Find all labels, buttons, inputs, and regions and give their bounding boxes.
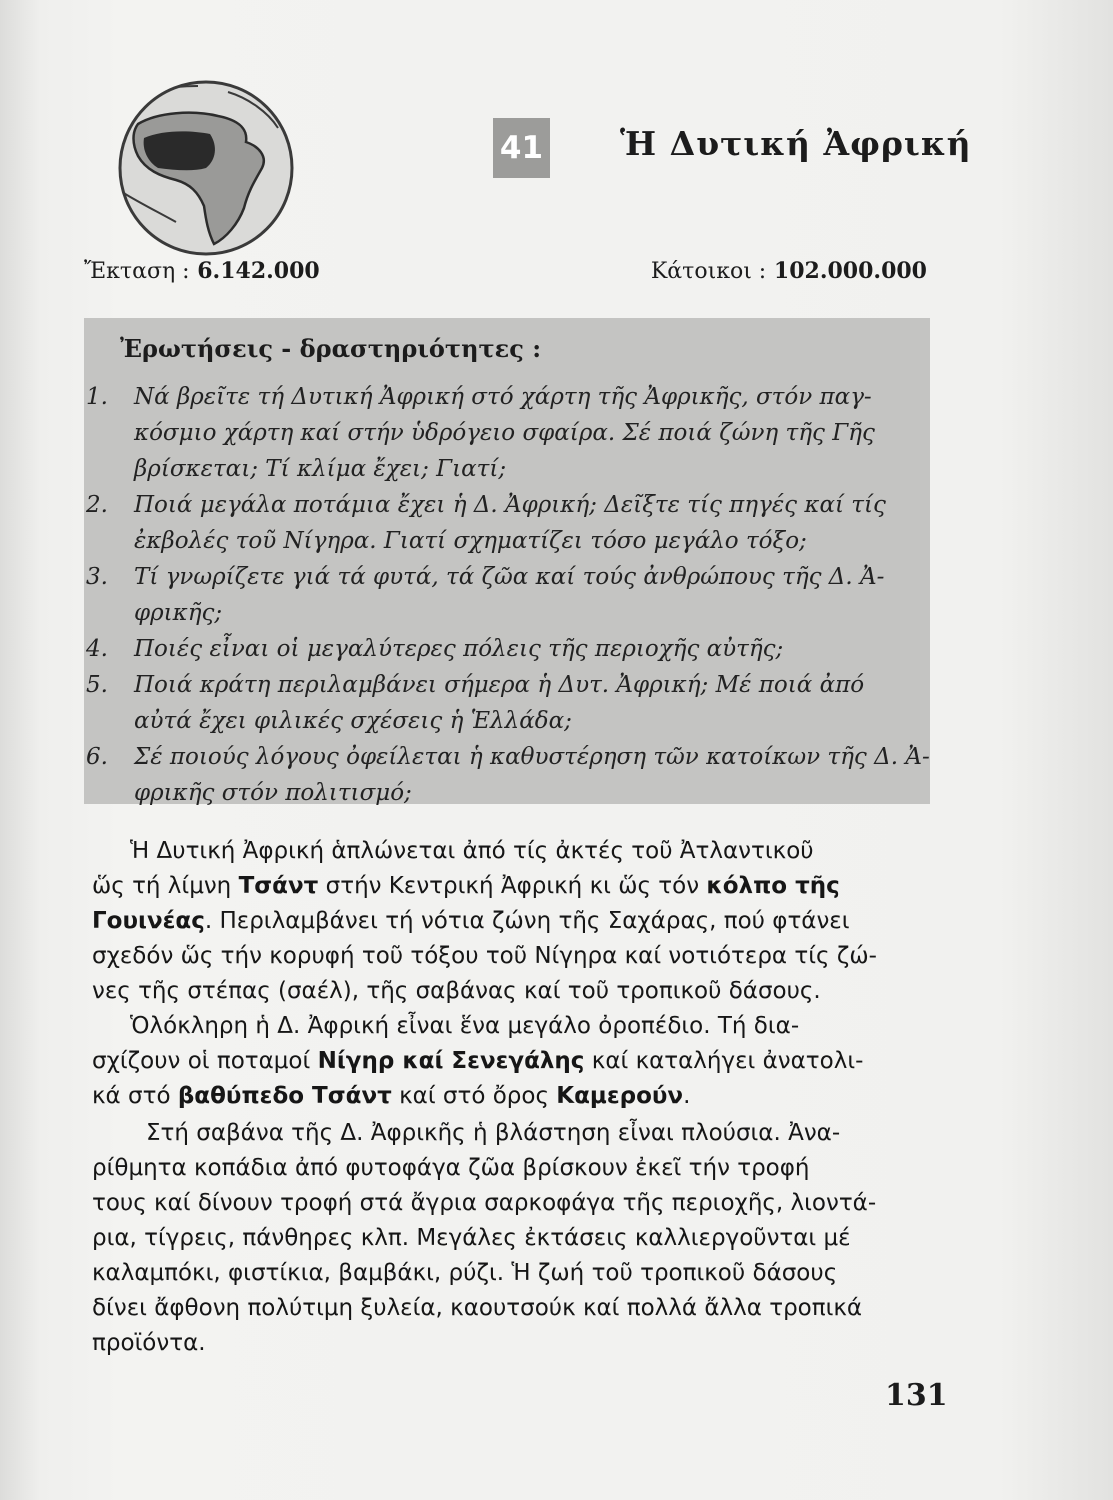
question-line: Σέ ποιούς λόγους ὀφείλεται ἡ καθυστέρηση τῶν κατοίκων τῆς Δ. Ἀ- — [134, 744, 930, 770]
body-line — [92, 978, 821, 1004]
question-line: Ποιές εἶναι οἱ μεγαλύτερες πόλεις τῆς περιοχῆς αὐτῆς; — [134, 636, 784, 662]
body-line — [92, 1048, 863, 1074]
population-label: Κάτοικοι : — [650, 259, 767, 284]
chapter-title: Ἡ Δυτική Ἀφρική — [620, 124, 972, 163]
bold-term: Τσάντ — [238, 873, 319, 899]
text-run: Ἡ Δυτική Ἀφρική ἁπλώνεται ἀπό τίς ἀκτές τοῦ Ἀτλαντικοῦ — [130, 838, 814, 864]
globe-africa-map-icon — [98, 72, 314, 262]
chapter-number: 41 — [499, 130, 544, 166]
text-run: . — [683, 1083, 691, 1109]
text-run: τους καί δίνουν τροφή στά ἄγρια σαρκοφάγα τῆς περιοχῆς, λιοντά- — [92, 1190, 877, 1216]
body-line — [92, 1155, 810, 1181]
question-line: κόσμιο χάρτη καί στήν ὑδρόγειο σφαίρα. Σέ ποιά ζώνη τῆς Γῆς — [134, 420, 875, 446]
question-number: 6. — [86, 744, 108, 770]
body-line — [92, 943, 877, 969]
body-line — [92, 873, 840, 899]
text-run: καλαμπόκι, φιστίκια, βαμβάκι, ρύζι. Ἡ ζωή τοῦ τροπικοῦ δάσους — [92, 1260, 838, 1286]
text-run: Στή σαβάνα τῆς Δ. Ἀφρικῆς ἡ βλάστηση εἶναι πλούσια. Ἀνα- — [146, 1120, 841, 1146]
area-value: 6.142.000 — [197, 258, 320, 284]
body-line — [92, 1295, 862, 1321]
question-number: 3. — [86, 564, 108, 590]
text-run: σχίζουν οἱ ποταμοί — [92, 1048, 318, 1074]
question-number: 4. — [86, 636, 108, 662]
question-line: αὐτά ἔχει φιλικές σχέσεις ἡ Ἑλλάδα; — [134, 708, 572, 734]
body-line — [92, 1260, 837, 1286]
body-line — [92, 1083, 690, 1109]
question-line: φρικῆς; — [134, 600, 223, 626]
text-run: κά στό — [92, 1083, 178, 1109]
text-run: στήν Κεντρική Ἀφρική κι ὥς τόν — [318, 873, 707, 899]
question-number: 5. — [86, 672, 108, 698]
body-line — [146, 1120, 840, 1146]
body-line — [92, 1225, 851, 1251]
body-line — [130, 838, 814, 864]
text-run: δίνει ἄφθονη πολύτιμη ξυλεία, καουτσούκ καί πολλά ἄλλα τροπικά — [92, 1295, 863, 1321]
chapter-number-badge — [493, 118, 550, 178]
question-number: 1. — [86, 384, 108, 410]
body-line — [92, 1190, 876, 1216]
bold-term: Γουινέας — [92, 908, 205, 934]
bold-term: Νίγηρ καί Σενεγάλης — [317, 1048, 585, 1074]
text-run: προϊόντα. — [92, 1330, 206, 1356]
questions-heading: Ἐρωτήσεις - δραστηριότητες : — [120, 334, 542, 363]
population-value: 102.000.000 — [773, 258, 927, 284]
area-label: Ἔκταση : — [84, 259, 190, 284]
question-line: Ποιά κράτη περιλαμβάνει σήμερα ἡ Δυτ. Ἀφρική; Μέ ποιά ἀπό — [134, 672, 865, 698]
question-line: ἐκβολές τοῦ Νίγηρα. Γιατί σχηματίζει τόσο μεγάλο τόξο; — [134, 528, 807, 554]
text-run: ρίθμητα κοπάδια ἀπό φυτοφάγα ζῶα βρίσκουν ἐκεῖ τήν τροφή — [92, 1155, 810, 1181]
text-run: . Περιλαμβάνει τή νότια ζώνη τῆς Σαχάρας, πού φτάνει — [204, 908, 850, 934]
text-run: καί στό ὄρος — [391, 1083, 557, 1109]
body-line — [130, 1013, 799, 1039]
question-line: Νά βρεῖτε τή Δυτική Ἀφρική στό χάρτη τῆς Ἀφρικῆς, στόν παγ- — [134, 384, 872, 410]
body-line — [92, 1330, 206, 1356]
question-line: φρικῆς στόν πολιτισμό; — [134, 780, 412, 806]
bold-term: Καμερούν — [556, 1083, 684, 1109]
question-line: Ποιά μεγάλα ποτάμια ἔχει ἡ Δ. Ἀφρική; Δεῖξτε τίς πηγές καί τίς — [134, 492, 886, 518]
bold-term: κόλπο τῆς — [706, 873, 840, 899]
body-line — [92, 908, 850, 934]
text-run: νες τῆς στέπας (σαέλ), τῆς σαβάνας καί τοῦ τροπικοῦ δάσους. — [92, 978, 821, 1004]
question-line: βρίσκεται; Τί κλίμα ἔχει; Γιατί; — [134, 456, 507, 482]
text-run: σχεδόν ὥς τήν κορυφή τοῦ τόξου τοῦ Νίγηρα καί νοτιότερα τίς ζώ- — [92, 943, 877, 969]
question-number: 2. — [86, 492, 108, 518]
text-run: ρια, τίγρεις, πάνθηρες κλπ. Μεγάλες ἐκτάσεις καλλιεργοῦνται μέ — [92, 1225, 851, 1251]
text-run: καί καταλήγει ἀνατολι- — [584, 1048, 864, 1074]
population-stat — [651, 258, 927, 284]
area-stat — [84, 258, 320, 284]
page-number: 131 — [885, 1378, 948, 1413]
text-run: Ὁλόκληρη ἡ Δ. Ἀφρική εἶναι ἕνα μεγάλο ὀροπέδιο. Τή δια- — [130, 1013, 800, 1039]
question-line: Τί γνωρίζετε γιά τά φυτά, τά ζῶα καί τούς ἀνθρώπους τῆς Δ. Ἀ- — [134, 564, 885, 590]
text-run: ὥς τή λίμνη — [92, 873, 239, 899]
bold-term: βαθύπεδο Τσάντ — [177, 1083, 392, 1109]
